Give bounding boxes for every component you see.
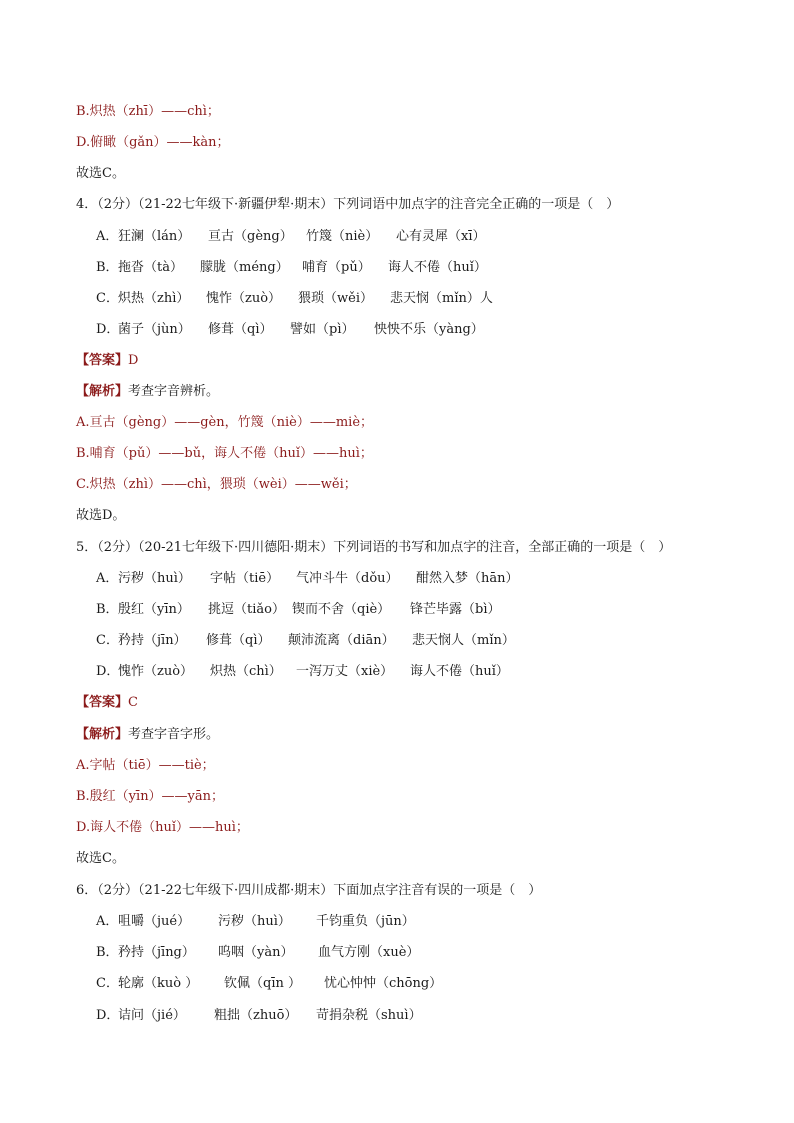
answer-tag: 【答案】 — [76, 353, 129, 368]
option-item: 亘古（gèng） — [208, 229, 293, 244]
option-item: 酣然入梦（hān） — [416, 571, 519, 586]
q5-choice: 故选C。 — [76, 851, 125, 866]
option-label: B． — [96, 260, 119, 275]
option-label: D． — [96, 664, 120, 679]
option-item: 愧怍（zuò） — [206, 291, 282, 306]
option-item: 污秽（huì） — [218, 914, 291, 929]
analysis-tag: 【解析】 — [76, 727, 129, 742]
option-item: 修葺（qì） — [206, 633, 271, 648]
option-item: 颠沛流离（diān） — [288, 633, 395, 648]
option-item: 菌子（jùn） — [118, 322, 191, 337]
option-item: 哺育（pǔ） — [302, 260, 371, 275]
option-item: 血气方刚（xuè） — [318, 945, 420, 960]
option-item: 诲人不倦（huǐ） — [410, 664, 509, 679]
answer-value: C — [128, 695, 138, 710]
option-item: 诘问（jié） — [118, 1008, 186, 1023]
q5-fix-b: B.殷红（yīn）——yān； — [76, 789, 225, 804]
option-label: B． — [96, 945, 119, 960]
option-item: 粗拙（zhuō） — [214, 1008, 298, 1023]
q4-answer — [76, 352, 138, 370]
option-item: 挑逗（tiǎo） — [208, 602, 285, 617]
option-label: D． — [96, 1008, 120, 1023]
option-item: 炽热（chì） — [210, 664, 282, 679]
q5-fix-a: A.字帖（tiē）——tiè； — [76, 758, 215, 773]
option-item: 诲人不倦（huǐ） — [388, 260, 487, 275]
option-item: 钦佩（qīn ） — [224, 976, 301, 991]
option-item: 修葺（qì） — [208, 322, 273, 337]
answer-tag: 【答案】 — [76, 695, 129, 710]
option-item: 气冲斗牛（dǒu） — [296, 571, 399, 586]
analysis-text: 考查字音字形。 — [128, 727, 220, 742]
option-label: C． — [96, 976, 119, 991]
option-item: 朦胧（méng） — [200, 260, 289, 275]
option-item: 锲而不舍（qiè） — [292, 602, 391, 617]
option-label: A． — [96, 571, 119, 586]
option-item: 譬如（pì） — [290, 322, 355, 337]
q5-analysis — [76, 726, 219, 744]
analysis-tag: 【解析】 — [76, 384, 129, 399]
option-item: 炽热（zhì） — [118, 291, 190, 306]
option-item: 矜持（jīng） — [118, 945, 195, 960]
q4-fix-b: B.哺育（pǔ）——bǔ，诲人不倦（huǐ）——huì； — [76, 446, 373, 461]
option-item: 拖沓（tà） — [118, 260, 183, 275]
option-item: 锋芒毕露（bì） — [410, 602, 501, 617]
option-item: 千钧重负（jūn） — [316, 914, 415, 929]
option-item: 咀嚼（jué） — [118, 914, 191, 929]
option-item: 愧怍（zuò） — [118, 664, 194, 679]
q4-analysis — [76, 383, 219, 401]
option-item: 一泻万丈（xiè） — [296, 664, 394, 679]
option-label: A． — [96, 229, 119, 244]
q4-stem: 4．（2分）（21-22七年级下·新疆伊犁·期末）下列词语中加点字的注音完全正确的一项是（ ） — [76, 197, 620, 212]
option-item: 矜持（jīn） — [118, 633, 187, 648]
option-item: 污秽（huì） — [118, 571, 191, 586]
option-item: 殷红（yīn） — [118, 602, 190, 617]
q5-stem: 5．（2分）（20-21七年级下·四川德阳·期末）下列词语的书写和加点字的注音，全部正确的一项是（ ） — [76, 540, 672, 555]
option-label: A． — [96, 914, 119, 929]
option-item: 忧心忡忡（chōng） — [324, 976, 443, 991]
q5-fix-d: D.诲人不倦（huǐ）——huì； — [76, 820, 249, 835]
option-label: B． — [96, 602, 119, 617]
option-item: 猥琐（wěi） — [298, 291, 373, 306]
prev-fix-d: D.俯瞰（gǎn）——kàn； — [76, 135, 230, 150]
prev-fix-b: B.炽热（zhī）——chì； — [76, 104, 220, 119]
option-label: C． — [96, 633, 119, 648]
option-item: 心有灵犀（xī） — [396, 229, 486, 244]
option-item: 轮廓（kuò ） — [118, 976, 199, 991]
option-item: 苛捐杂税（shuì） — [316, 1008, 422, 1023]
option-item: 怏怏不乐（yàng） — [374, 322, 484, 337]
option-item: 竹篾（niè） — [306, 229, 379, 244]
option-item: 悲天悯（mǐn）人 — [390, 291, 493, 306]
q5-answer — [76, 694, 138, 712]
option-item: 字帖（tiē） — [210, 571, 280, 586]
option-item: 悲天悯人（mǐn） — [412, 633, 515, 648]
answer-value: D — [128, 353, 139, 368]
analysis-text: 考查字音辨析。 — [128, 384, 220, 399]
q4-fix-c: C.炽热（zhì）——chì，猥琐（wèi）——wěi； — [76, 477, 357, 492]
option-item: 狂澜（lán） — [118, 229, 191, 244]
q4-fix-a: A.亘古（gèng）——gèn，竹篾（niè）——miè； — [76, 415, 374, 430]
q6-stem: 6．（2分）（21-22七年级下·四川成都·期末）下面加点字注音有误的一项是（ ） — [76, 883, 542, 898]
option-item: 呜咽（yàn） — [218, 945, 294, 960]
option-label: C． — [96, 291, 119, 306]
q4-choice: 故选D。 — [76, 508, 126, 523]
prev-choice: 故选C。 — [76, 166, 125, 181]
option-label: D． — [96, 322, 120, 337]
